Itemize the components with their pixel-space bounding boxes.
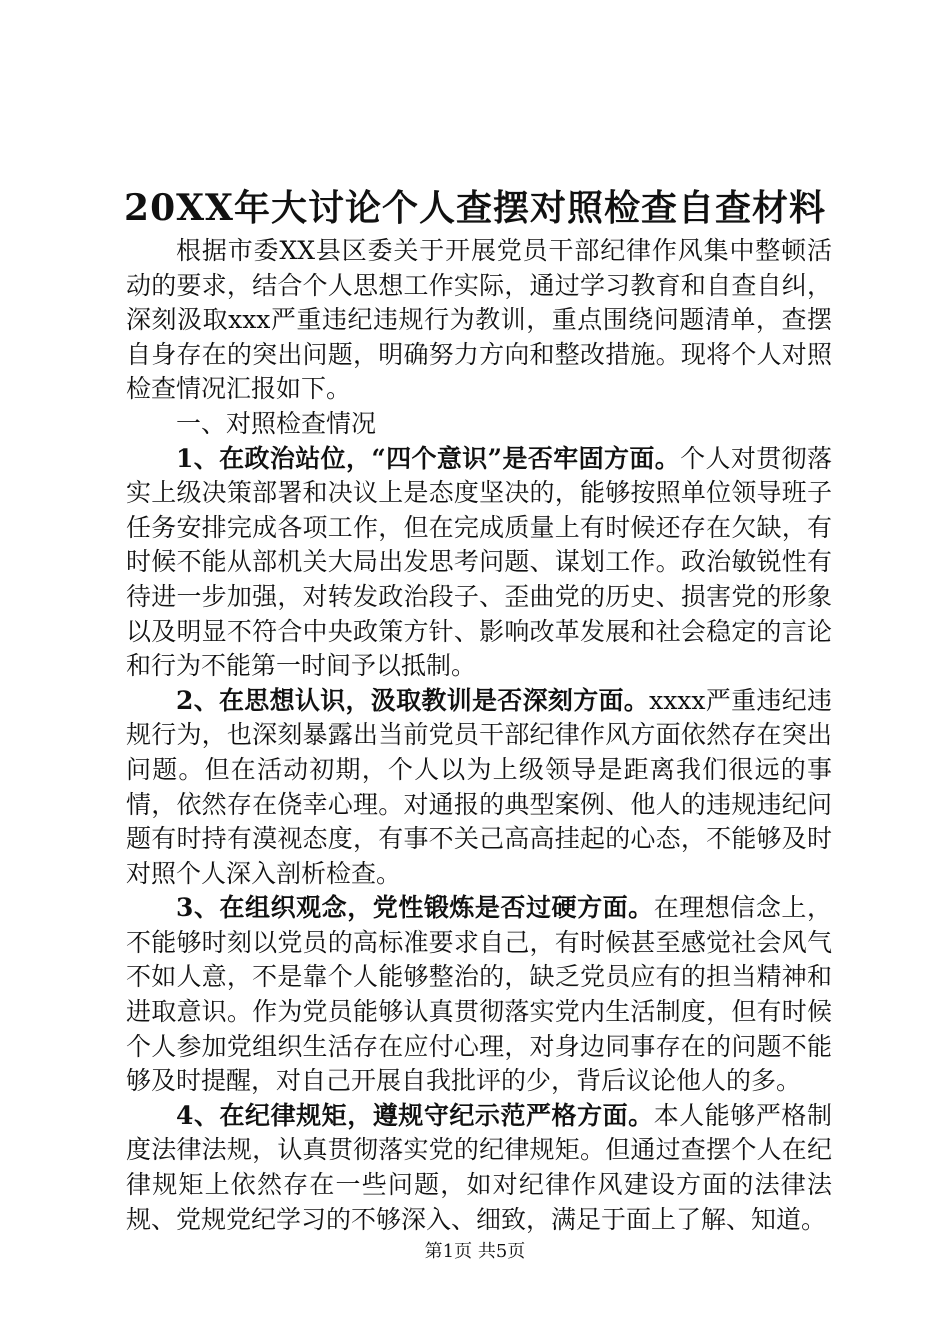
check-item-3 <box>126 891 832 1099</box>
document-title: 20XX年大讨论个人查摆对照检查自查材料 <box>124 187 826 229</box>
document-body <box>126 234 832 1237</box>
check-item-1-text: 个人对贯彻落实上级决策部署和决议上是态度坚决的，能够按照单位领导班子任务安排完成各项工作，但在完成质量上有时候还存在欠缺，有时候不能从部机关大局出发思考问题、谋划工作。政治敏锐性有待进一步加强，对转发政治段子、歪曲党的历史、损害党的形象以及明显不符合中央政策方针、影响改革发展和社会稳定的言论和行为不能第一时间予以抵制。 <box>126 443 832 681</box>
check-item-2-lead: 2、在思想认识，汲取教训是否深刻方面。 <box>176 685 650 715</box>
check-item-2 <box>126 684 832 892</box>
intro-paragraph: 根据市委XX县区委关于开展党员干部纪律作风集中整顿活动的要求，结合个人思想工作实际，通过学习教育和自查自纠，深刻汲取xxx严重违纪违规行为教训，重点围绕问题清单，查摆自身存在的突出问题，明确努力方向和整改措施。现将个人对照检查情况汇报如下。 <box>126 236 832 404</box>
page-number-footer: 第1页 共5页 <box>424 1241 526 1262</box>
section-heading: 一、对照检查情况 <box>176 408 377 438</box>
check-item-4 <box>126 1099 832 1237</box>
check-item-2-text: xxxx严重违纪违规行为，也深刻暴露出当前党员干部纪律作风方面依然存在突出问题。但在活动初期，个人以为上级领导是距离我们很远的事情，依然存在侥幸心理。对通报的典型案例、他人的违规违纪问题有时持有漠视态度，有事不关己高高挂起的心态，不能够及时对照个人深入剖析检查。 <box>126 685 832 888</box>
check-item-1-lead: 1、在政治站位，“四个意识”是否牢固方面。 <box>176 443 681 473</box>
check-item-1 <box>126 442 832 684</box>
check-item-3-lead: 3、在组织观念，党性锻炼是否过硬方面。 <box>176 893 654 923</box>
check-item-4-text: 本人能够严格制度法律法规，认真贯彻落实党的纪律规矩。但通过查摆个人在纪律规矩上依然存在一些问题，如对纪律作风建设方面的法律法规、党规党纪学习的不够深入、细致，满足于面上了解、知道。 <box>126 1100 832 1234</box>
check-item-4-lead: 4、在纪律规矩，遵规守纪示范严格方面。 <box>176 1100 654 1130</box>
check-item-3-text: 在理想信念上，不能够时刻以党员的高标准要求自己，有时候甚至感觉社会风气不如人意，不是靠个人能够整治的，缺乏党员应有的担当精神和进取意识。作为党员能够认真贯彻落实党内生活制度，但有时候个人参加党组织生活存在应付心理，对身边同事存在的问题不能够及时提醒，对自己开展自我批评的少，背后议论他人的多。 <box>126 893 832 1096</box>
